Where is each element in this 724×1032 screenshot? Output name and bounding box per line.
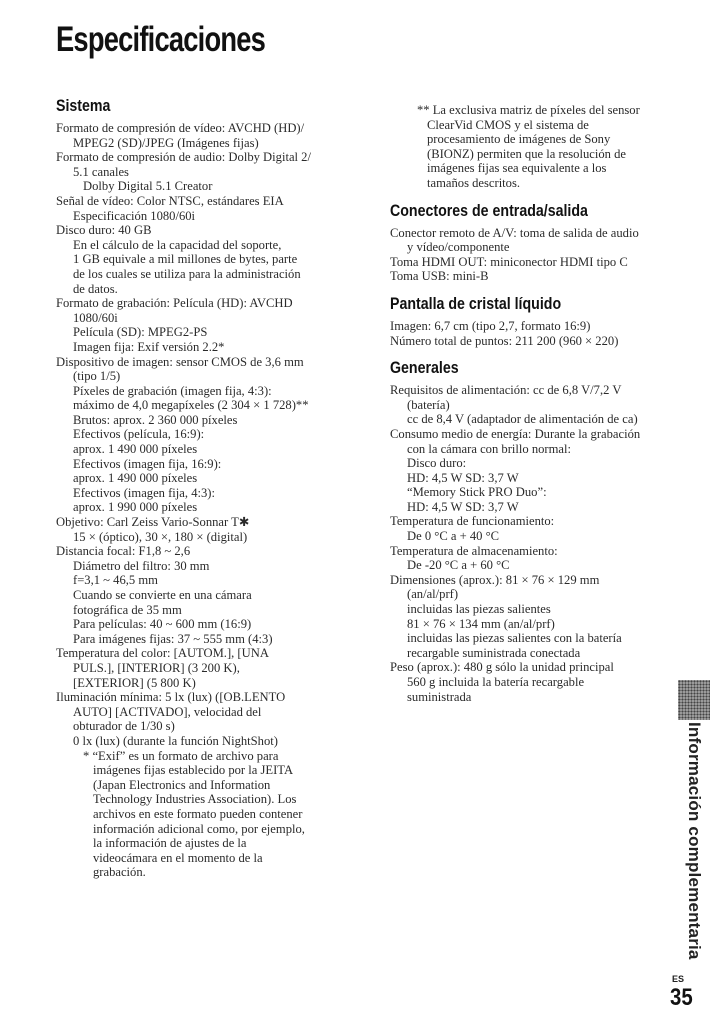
spec-line: fotográfica de 35 mm xyxy=(73,602,182,617)
spec-line: Brutos: aprox. 2 360 000 píxeles xyxy=(73,412,238,427)
spec-line: HD: 4,5 W SD: 3,7 W xyxy=(407,499,519,514)
generales-spec-list xyxy=(390,383,678,704)
spec-line: HD: 4,5 W SD: 3,7 W xyxy=(407,470,519,485)
spec-line: aprox. 1 990 000 píxeles xyxy=(73,500,198,515)
pantalla-spec-list xyxy=(390,319,678,348)
spec-line: AUTO] [ACTIVADO], velocidad del xyxy=(73,704,262,719)
spec-line: Toma USB: mini-B xyxy=(390,269,489,284)
spec-line: De -20 °C a + 60 °C xyxy=(407,558,510,573)
spec-line: Efectivos (imagen fija, 16:9): xyxy=(73,456,222,471)
spec-line: Iluminación mínima: 5 lx (lux) ([OB.LENTO xyxy=(56,690,286,705)
spec-line: Disco duro: xyxy=(407,456,467,471)
spec-line: Número total de puntos: 211 200 (960 × 220) xyxy=(390,333,619,348)
spec-line: Dolby Digital 5.1 Creator xyxy=(83,179,213,194)
spec-line: Para imágenes fijas: 37 ~ 555 mm (4:3) xyxy=(73,631,273,646)
footnote-line: imágenes fijas sea equivalente a los xyxy=(427,161,607,176)
footnote-line: ** La exclusiva matriz de píxeles del sensor xyxy=(417,103,640,117)
spec-line: 5.1 canales xyxy=(73,164,129,179)
spec-line: Conector remoto de A/V: toma de salida de audio xyxy=(390,225,639,240)
spec-line: Efectivos (imagen fija, 4:3): xyxy=(73,485,215,500)
spec-line: Especificación 1080/60i xyxy=(73,208,196,223)
footnote-line: ClearVid CMOS y el sistema de xyxy=(427,117,589,132)
sistema-spec-list xyxy=(56,121,372,880)
spec-line: cc de 8,4 V (adaptador de alimentación de ca) xyxy=(407,412,638,427)
spec-line: Temperatura de almacenamiento: xyxy=(390,543,558,558)
left-column xyxy=(56,96,372,880)
spec-line: recargable suministrada conectada xyxy=(407,645,581,660)
spec-line: y vídeo/componente xyxy=(407,240,510,255)
section-tab-marker xyxy=(678,680,710,720)
side-section-text: Información complementaria xyxy=(685,722,704,960)
spec-line: Dimensiones (aprox.): 81 × 76 × 129 mm xyxy=(390,572,600,587)
spec-line: Toma HDMI OUT: miniconector HDMI tipo C xyxy=(390,254,628,269)
spec-line: suministrada xyxy=(407,689,472,704)
language-code: ES xyxy=(672,974,685,984)
spec-line: 0 lx (lux) (durante la función NightShot) xyxy=(73,733,278,748)
spec-line: la información de ajustes de la xyxy=(93,836,247,851)
spec-line: Requisitos de alimentación: cc de 6,8 V/7,2 V xyxy=(390,383,622,398)
spec-line: Temperatura del color: [AUTOM.], [UNA xyxy=(56,646,269,661)
spec-line: * “Exif” es un formato de archivo para xyxy=(83,748,279,763)
spec-line: (batería) xyxy=(407,397,450,412)
spec-line: Diámetro del filtro: 30 mm xyxy=(73,558,210,573)
spec-line: Imagen: 6,7 cm (tipo 2,7, formato 16:9) xyxy=(390,318,591,333)
spec-line: de los cuales se utiliza para la administración xyxy=(73,266,301,281)
spec-line: (an/al/prf) xyxy=(407,587,459,602)
spec-line: Consumo medio de energía: Durante la grabación xyxy=(390,426,641,441)
spec-line: archivos en este formato pueden contener xyxy=(93,806,303,821)
spec-line: 15 × (óptico), 30 ×, 180 × (digital) xyxy=(73,529,248,544)
spec-line: Película (SD): MPEG2-PS xyxy=(73,325,208,340)
spec-line: 1080/60i xyxy=(73,310,118,325)
pantalla-heading: Pantalla de cristal líquido xyxy=(390,294,562,313)
spec-line: Peso (aprox.): 480 g sólo la unidad principal xyxy=(390,660,614,675)
pixel-matrix-footnote xyxy=(390,103,678,191)
spec-line: (Japan Electronics and Information xyxy=(93,777,271,792)
spec-line: Para películas: 40 ~ 600 mm (16:9) xyxy=(73,617,252,632)
right-column xyxy=(390,103,678,704)
spec-line: Píxeles de grabación (imagen fija, 4:3): xyxy=(73,383,272,398)
footnote-line: tamaños descritos. xyxy=(427,175,521,190)
spec-line: (tipo 1/5) xyxy=(73,369,121,384)
spec-line: Dispositivo de imagen: sensor CMOS de 3,6 mm xyxy=(56,354,304,369)
spec-line: 560 g incluida la batería recargable xyxy=(407,675,585,689)
spec-line: PULS.], [INTERIOR] (3 200 K), xyxy=(73,660,240,675)
spec-line: de datos. xyxy=(73,281,118,296)
side-section-label xyxy=(680,722,710,960)
spec-line: Formato de compresión de vídeo: AVCHD (HD)/ xyxy=(56,121,305,135)
spec-line: Objetivo: Carl Zeiss Vario-Sonnar T✱ xyxy=(56,515,250,530)
spec-line: Temperatura de funcionamiento: xyxy=(390,514,555,529)
page-number: 35 xyxy=(670,984,693,1011)
generales-heading: Generales xyxy=(390,359,459,378)
spec-line: De 0 °C a + 40 °C xyxy=(407,529,500,544)
spec-line: Cuando se convierte en una cámara xyxy=(73,588,252,602)
spec-line: incluidas las piezas salientes con la batería xyxy=(407,631,622,646)
spec-line: Imagen fija: Exif versión 2.2* xyxy=(73,339,225,354)
spec-line: con la cámara con brillo normal: xyxy=(407,441,572,456)
spec-line: Formato de compresión de audio: Dolby Digital 2/ xyxy=(56,150,311,165)
spec-line: 1 GB equivale a mil millones de bytes, parte xyxy=(73,252,298,267)
spec-line: Distancia focal: F1,8 ~ 2,6 xyxy=(56,544,191,559)
page-title: Especificaciones xyxy=(56,20,266,59)
spec-line: aprox. 1 490 000 píxeles xyxy=(73,442,198,457)
spec-line: 81 × 76 × 134 mm (an/al/prf) xyxy=(407,616,555,631)
spec-line: aprox. 1 490 000 píxeles xyxy=(73,471,198,486)
spec-line: [EXTERIOR] (5 800 K) xyxy=(73,675,196,690)
spec-line: incluidas las piezas salientes xyxy=(407,602,551,617)
spec-line: Efectivos (película, 16:9): xyxy=(73,427,205,442)
spec-line: MPEG2 (SD)/JPEG (Imágenes fijas) xyxy=(73,135,259,150)
spec-line: información adicional como, por ejemplo, xyxy=(93,821,305,836)
spec-line: f=3,1 ~ 46,5 mm xyxy=(73,573,158,588)
spec-line: En el cálculo de la capacidad del soporte, xyxy=(73,237,282,252)
spec-line: imágenes fijas establecido por la JEITA xyxy=(93,763,294,778)
spec-line: Technology Industries Association). Los xyxy=(93,792,297,807)
spec-line: grabación. xyxy=(93,865,146,880)
footnote-line: procesamiento de imágenes de Sony xyxy=(427,132,611,147)
spec-line: Señal de vídeo: Color NTSC, estándares EIA xyxy=(56,193,284,208)
conectores-heading: Conectores de entrada/salida xyxy=(390,201,588,220)
spec-line: máximo de 4,0 megapíxeles (2 304 × 1 728)** xyxy=(73,398,309,413)
spec-line: obturador de 1/30 s) xyxy=(73,719,175,734)
spec-line: “Memory Stick PRO Duo”: xyxy=(407,485,547,500)
conectores-spec-list xyxy=(390,226,678,284)
spec-line: videocámara en el momento de la xyxy=(93,850,263,865)
footnote-line: (BIONZ) permiten que la resolución de xyxy=(427,146,626,161)
spec-line: Disco duro: 40 GB xyxy=(56,223,152,238)
sistema-heading: Sistema xyxy=(56,97,111,115)
spec-line: Formato de grabación: Película (HD): AVCHD xyxy=(56,296,293,311)
